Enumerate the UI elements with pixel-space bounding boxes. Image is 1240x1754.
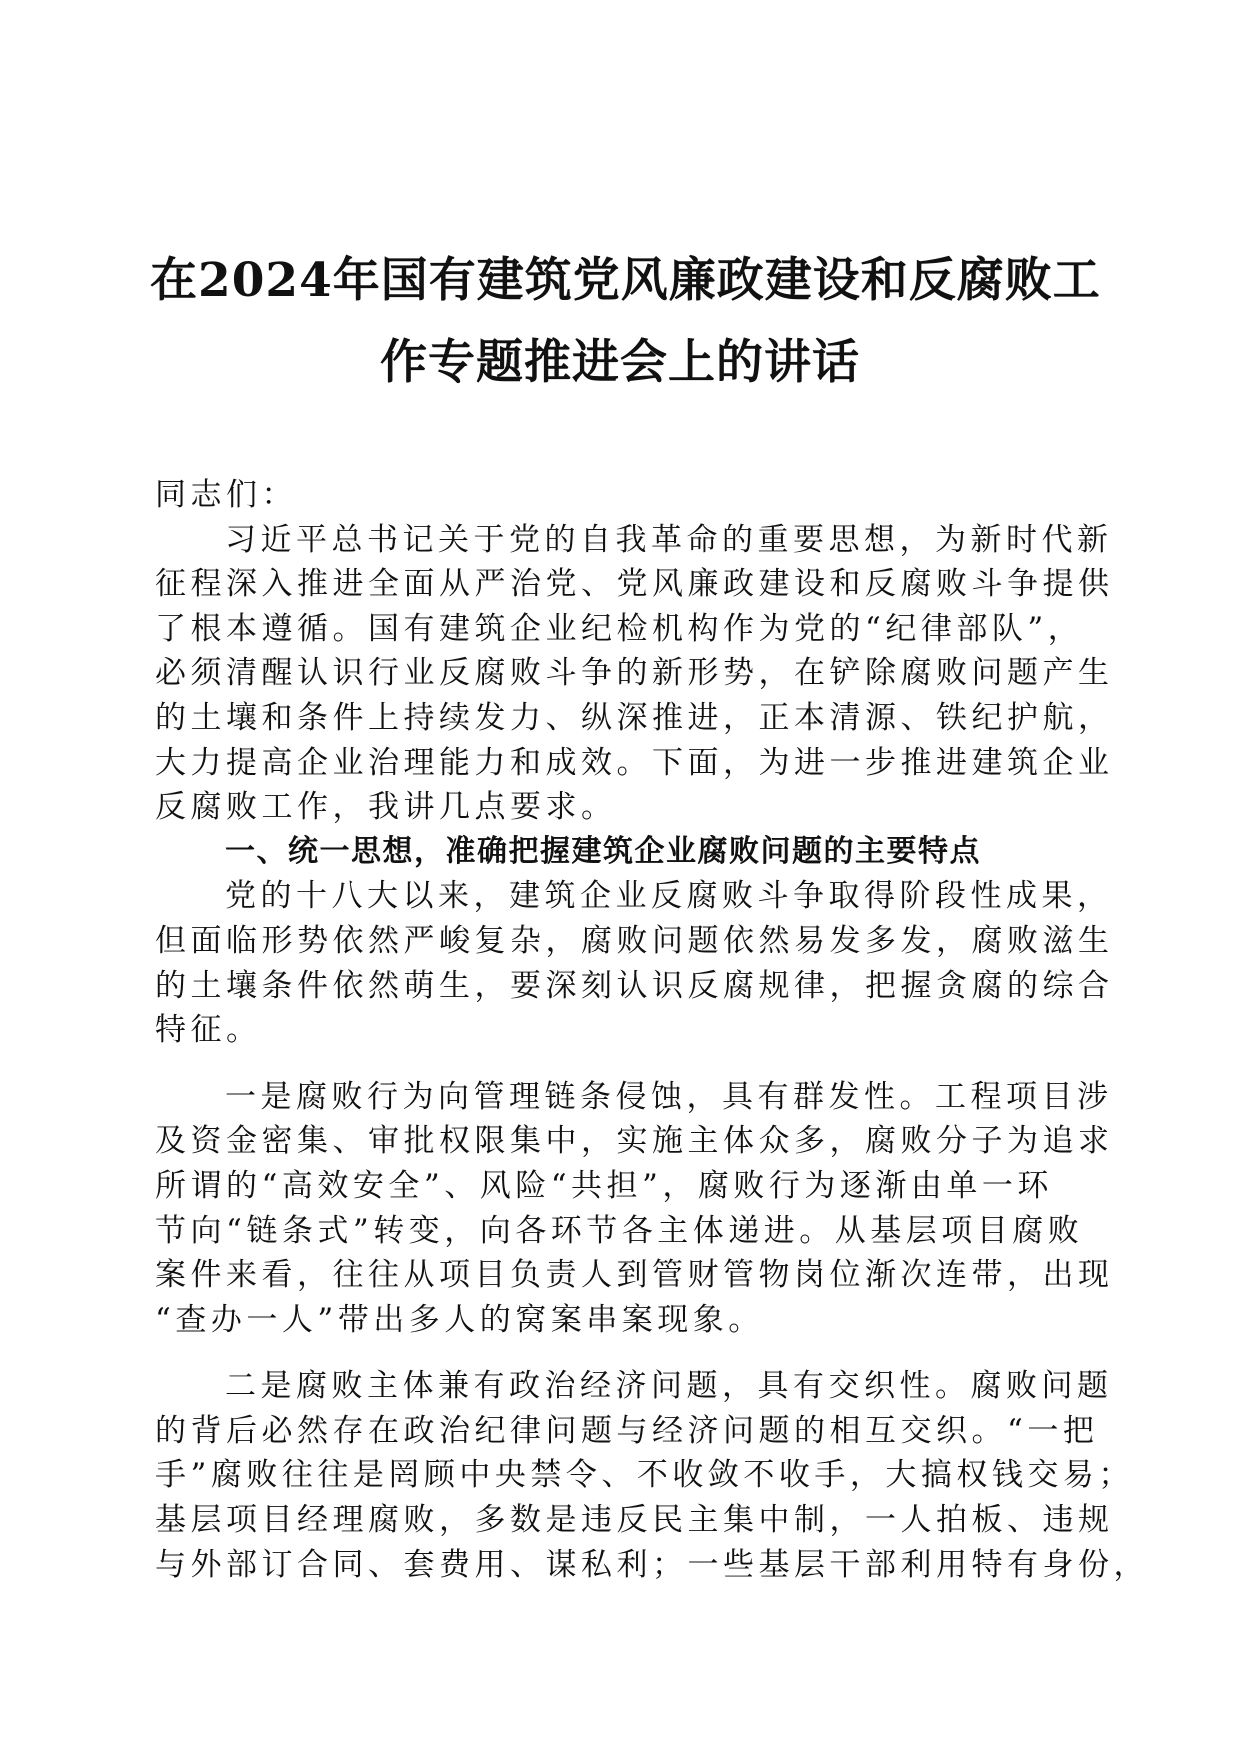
text-line: 所谓的“高效安全”、风险“共担”，腐败行为逐渐由单一环 (155, 1167, 1053, 1204)
document-title (150, 240, 1101, 404)
text-line: 但面临形势依然严峻复杂，腐败问题依然易发多发，腐败滋生 (155, 922, 1114, 959)
text-line: 必须清醒认识行业反腐败斗争的新形势，在铲除腐败问题产生 (155, 655, 1114, 692)
text-line: 案件来看，往往从项目负责人到管财管物岗位渐次连带，出现 (155, 1257, 1114, 1294)
point2-paragraph (155, 1364, 1149, 1587)
salutation (155, 473, 1085, 518)
paragraph-spacer (155, 1342, 1085, 1364)
text-line: 征程深入推进全面从严治党、党风廉政建设和反腐败斗争提供 (155, 566, 1114, 603)
text-line: 了根本遵循。国有建筑企业纪检机构作为党的“纪律部队”， (155, 610, 1084, 647)
text-line: 大力提高企业治理能力和成效。下面，为进一步推进建筑企业 (155, 744, 1114, 781)
text-line: 习近平总书记关于党的自我革命的重要思想，为新时代新 (225, 521, 1113, 558)
text-line: 及资金密集、审批权限集中，实施主体众多，腐败分子为追求 (155, 1123, 1114, 1160)
text-line: 特征。 (155, 1012, 262, 1049)
point1-paragraph (155, 1075, 1114, 1343)
text-line: “查办一人”带出多人的窝案串案现象。 (155, 1301, 764, 1338)
text-line: 二是腐败主体兼有政治经济问题，具有交织性。腐败问题 (225, 1368, 1113, 1405)
section-heading-1: 一、统一思想，准确把握建筑企业腐败问题的主要特点 (225, 833, 981, 869)
section1-paragraph (155, 874, 1114, 1052)
intro-paragraph (155, 518, 1114, 830)
text-line: 一是腐败行为向管理链条侵蚀，具有群发性。工程项目涉 (225, 1078, 1113, 1115)
document-body (155, 473, 1149, 1587)
text-line: 基层项目经理腐败，多数是违反民主集中制，一人拍板、违规 (155, 1502, 1114, 1539)
paragraph-spacer (155, 1053, 1085, 1075)
text-line: 党的十八大以来，建筑企业反腐败斗争取得阶段性成果， (225, 878, 1113, 915)
text-line: 的背后必然存在政治纪律问题与经济问题的相互交织。“一把 (155, 1412, 1099, 1449)
text-line: 的土壤条件依然萌生，要深刻认识反腐规律，把握贪腐的综合 (155, 967, 1114, 1004)
text-line: 节向“链条式”转变，向各环节各主体递进。从基层项目腐败 (155, 1212, 1084, 1249)
text-line: 手”腐败往往是罔顾中央禁令、不收敛不收手，大搞权钱交易； (155, 1457, 1134, 1494)
text-line: 与外部订合同、套费用、谋私利；一些基层干部利用特有身份， (155, 1546, 1149, 1583)
title-line: 作专题推进会上的讲话 (380, 335, 860, 390)
text-line: 反腐败工作，我讲几点要求。 (155, 789, 617, 826)
text-line: 的土壤和条件上持续发力、纵深推进，正本清源、铁纪护航， (155, 699, 1114, 736)
salutation-text: 同志们： (155, 477, 297, 513)
title-line: 在2024年国有建筑党风廉政建设和反腐败工 (150, 253, 1101, 308)
